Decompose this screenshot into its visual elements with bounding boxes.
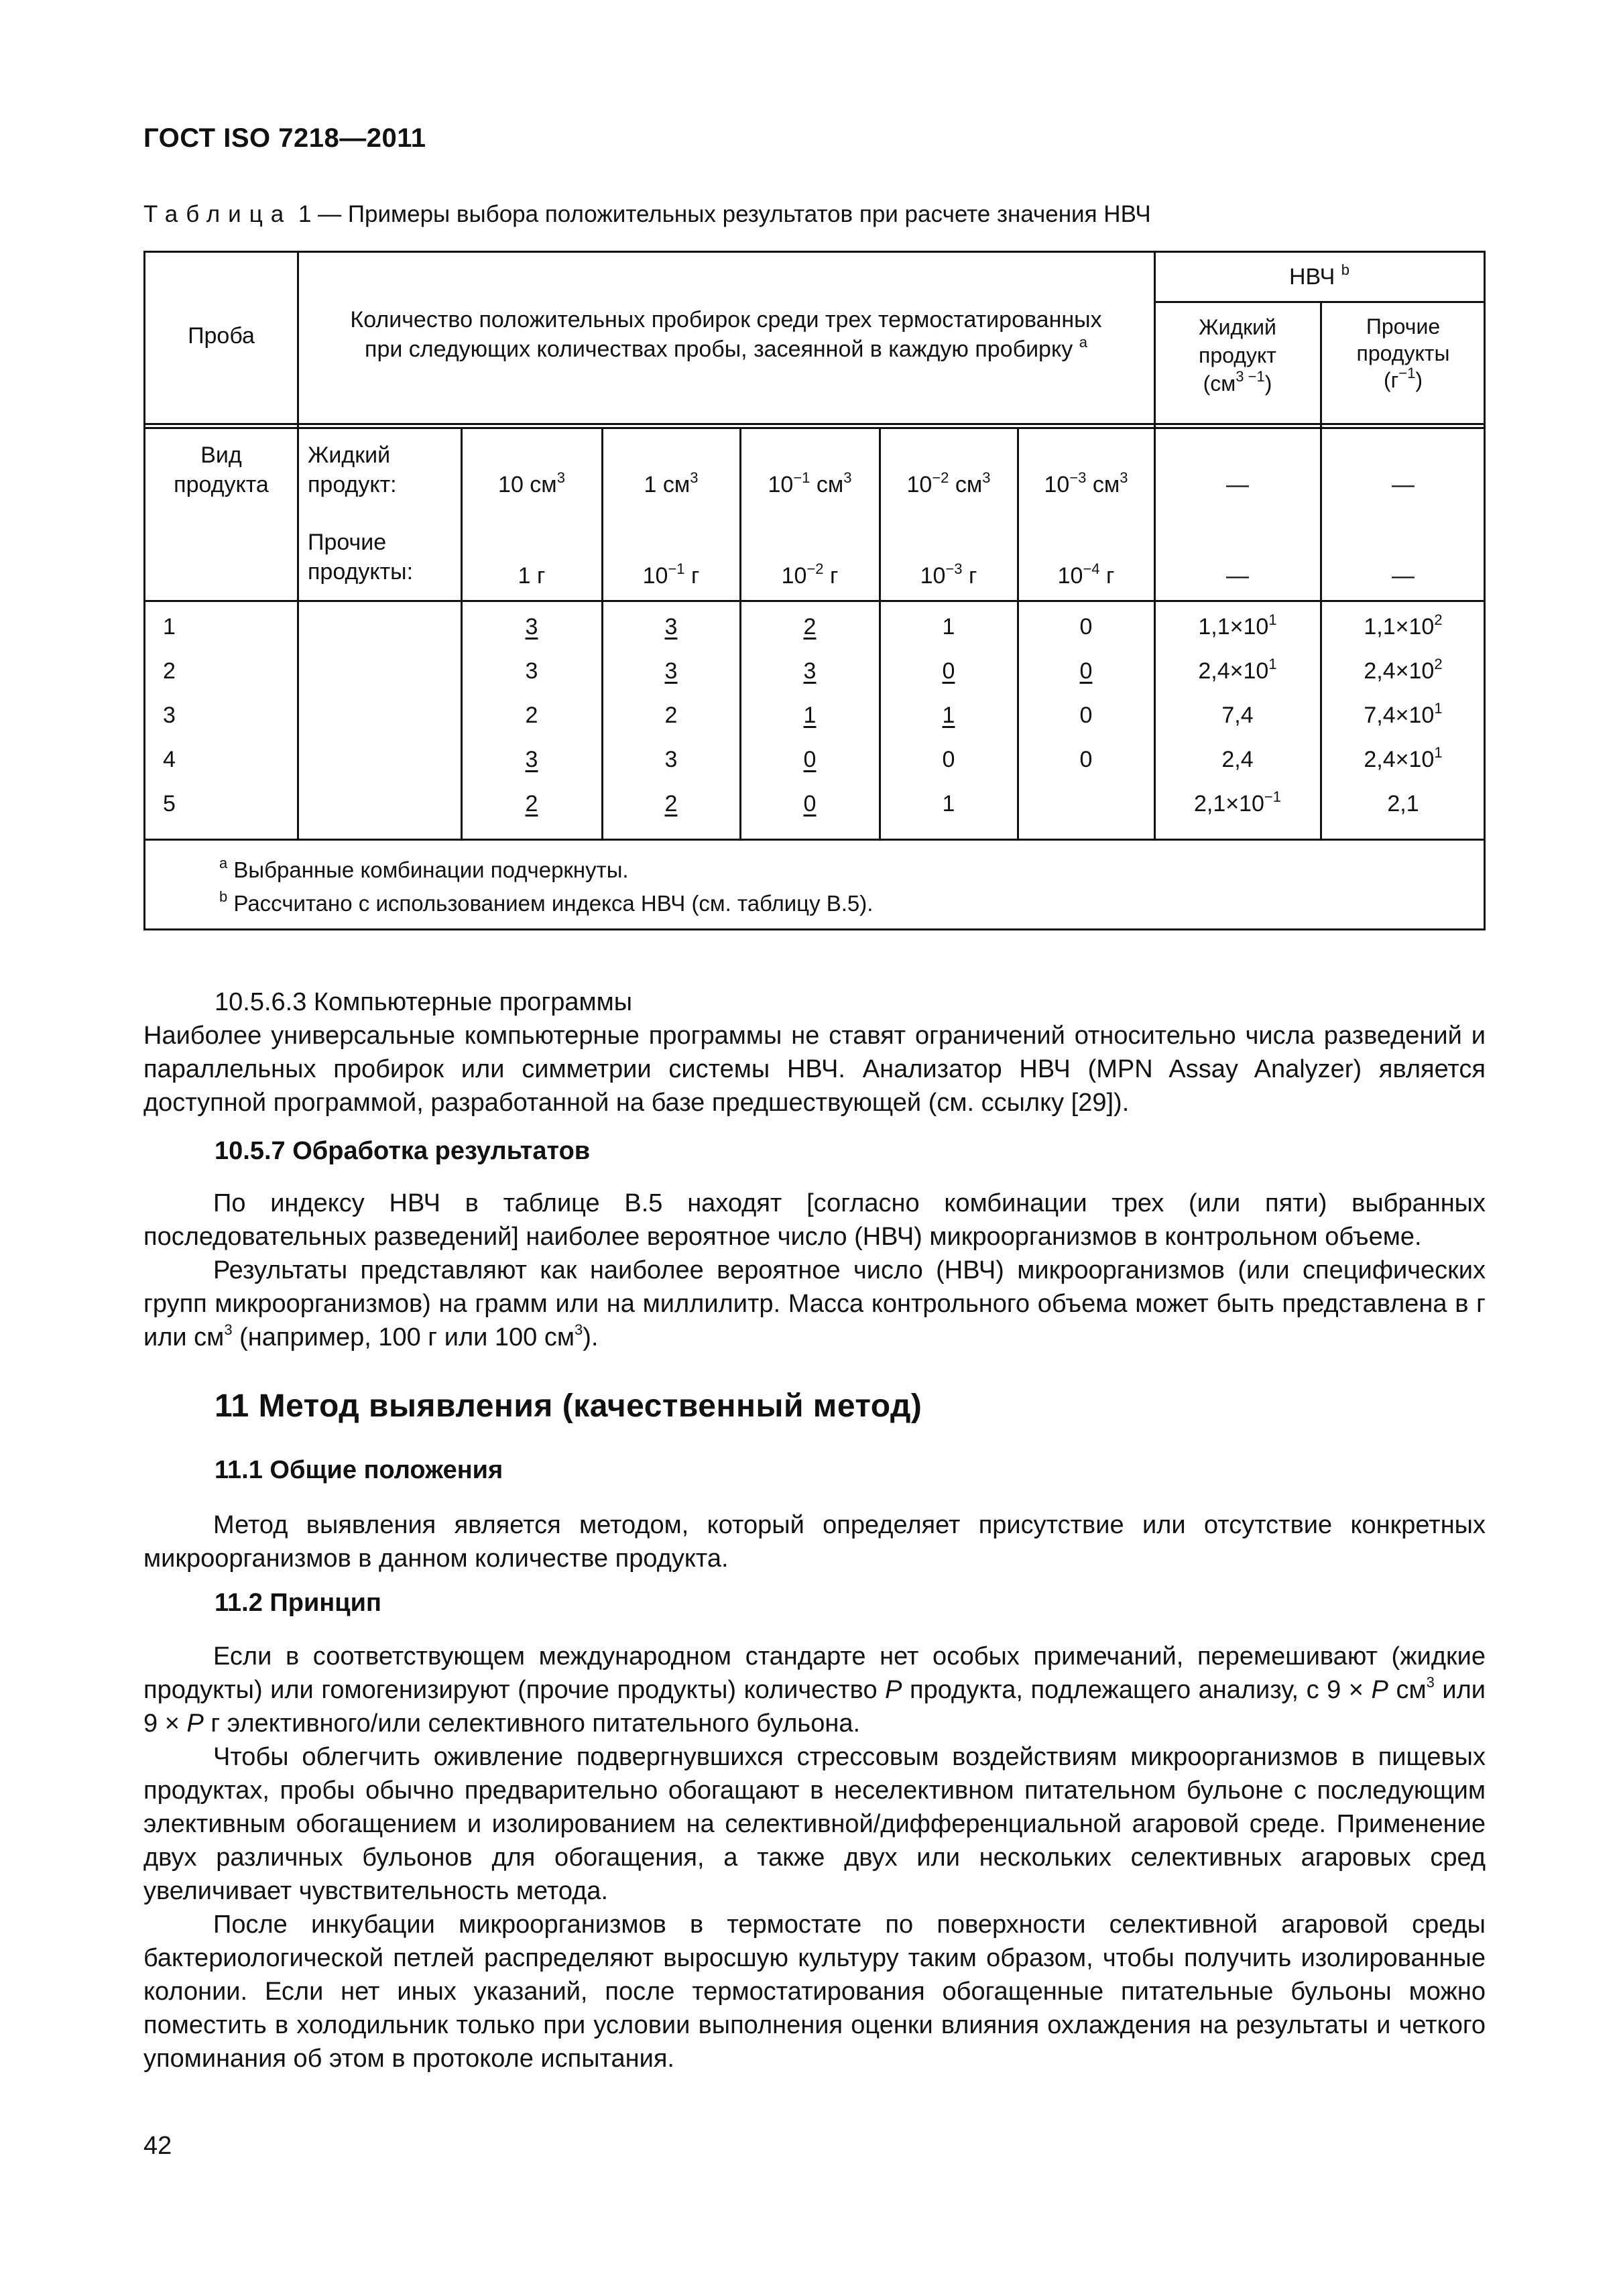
other-mpn-dash: — — [1392, 563, 1415, 589]
liquid-dilution — [462, 470, 601, 499]
liquid-mpn-mantissa: 2,1×10 — [1193, 791, 1264, 817]
footnote-b — [219, 888, 874, 916]
positive-tube-value: 2 — [664, 703, 678, 728]
liquid-dilution-unit: см — [949, 472, 983, 497]
positive-tube-count — [880, 789, 1017, 819]
positive-tube-count — [1018, 656, 1154, 686]
positive-tube-count — [741, 745, 879, 774]
positive-tube-count — [880, 656, 1017, 686]
liquid-product-label — [308, 440, 455, 499]
other-mpn-value — [1323, 745, 1484, 774]
positive-tube-count — [741, 789, 879, 819]
other-dilution — [741, 561, 879, 591]
footnote-a-text: Выбранные комбинации подчеркнуты. — [227, 857, 629, 882]
section-10-5-7-p2-a: Результаты представляют как наиболее вероятное число (НВЧ) микроорганизмов (или специфических групп микроорганизмов) на грамм или на миллилитр. Масса контрольного объема может быть представлена в г или см — [143, 1256, 1486, 1351]
liquid-dilution — [880, 470, 1017, 499]
header-other-line1: Прочие — [1366, 314, 1441, 339]
liquid-dilution-unit-exp: 3 — [982, 469, 991, 486]
positive-tube-value: 3 — [525, 747, 538, 772]
other-dilution-exp: −2 — [806, 560, 824, 577]
section-10-5-7-p1: По индексу НВЧ в таблице В.5 находят [согласно комбинации трех (или пяти) выбранных последовательных разведений] наиболее вероятное число (НВЧ) микроорганизмов в контрольном объеме. — [143, 1189, 1486, 1251]
mpn-table — [143, 251, 1486, 930]
other-mpn-mantissa: 2,1 — [1387, 791, 1419, 817]
liquid-dilution — [741, 470, 879, 499]
other-mpn-exp: 2 — [1434, 611, 1443, 628]
liquid-mpn-value — [1155, 789, 1320, 819]
header-mpn-sup: b — [1341, 261, 1350, 278]
section-11-2-p1-b: продукта, подлежащего анализу, с 9 × — [902, 1676, 1372, 1704]
liquid-dilution — [1018, 470, 1154, 499]
positive-tube-value: 2 — [803, 614, 817, 640]
product-type-label — [145, 440, 297, 499]
liquid-mpn-value — [1155, 612, 1320, 642]
header-other-sup: −1 — [1398, 365, 1416, 382]
liquid-mpn-exp: 1 — [1268, 611, 1277, 628]
other-mpn-value — [1323, 789, 1484, 819]
liquid-mpn-value — [1155, 701, 1320, 730]
header-other-line2: продукты — [1356, 341, 1450, 365]
variable-p: P — [186, 1709, 204, 1738]
other-dilution-unit: г — [823, 563, 839, 589]
section-10-5-7-p2-b: (например, 100 г или 100 см — [232, 1323, 575, 1351]
other-dilution-exp: −3 — [945, 560, 963, 577]
header-count-line1: Количество положительных пробирок среди трех термостатированных — [350, 307, 1102, 333]
positive-tube-count — [603, 612, 739, 642]
section-11-1-heading: 11.1 Общие положения — [215, 1456, 503, 1484]
section-10-5-6-3-text: Наиболее универсальные компьютерные программы не ставят ограничений относительно числа разведений и параллельных пробирок или симметрии системы НВЧ. Анализатор НВЧ (MPN Assay Analyzer) является доступной программой, разработанной на базе предшествующей (см. ссылку [29]). — [143, 1022, 1486, 1117]
positive-tube-value: 0 — [942, 747, 955, 772]
positive-tube-count — [603, 656, 739, 686]
header-mpn — [1155, 262, 1484, 292]
table-caption-text: 1 — Примеры выбора положительных результатов при расчете значения НВЧ — [292, 201, 1151, 227]
liquid-dilution-value: 10 — [1044, 472, 1070, 497]
other-dilution-value: 10 — [642, 563, 668, 589]
header-liquid-unit — [1155, 313, 1320, 398]
liquid-mpn-value — [1155, 656, 1320, 686]
section-10-5-7-p2 — [143, 1254, 1486, 1354]
positive-tube-value: 1 — [942, 703, 955, 728]
positive-tube-count — [462, 701, 601, 730]
liquid-dilution-unit-exp: 3 — [843, 469, 852, 486]
section-11-2-p1-c: см — [1388, 1676, 1427, 1704]
other-product-line1: Прочие — [308, 530, 387, 555]
liquid-dilution-exp: 3 — [556, 469, 565, 486]
positive-tube-count — [880, 701, 1017, 730]
positive-tube-value: 0 — [942, 658, 955, 684]
positive-tube-count — [462, 656, 601, 686]
section-10-5-7-p2-c: ). — [583, 1323, 599, 1351]
row-number: 2 — [163, 658, 176, 684]
liquid-dilution-value: 10 — [906, 472, 933, 497]
section-11-2-p1-a: Если в соответствующем международном стандарте нет особых примечаний, перемешивают (жидкие продукты) или гомогенизируют (прочие продукты) количество — [143, 1642, 1486, 1704]
other-dilution-value: 10 — [920, 563, 946, 589]
positive-tube-count — [1018, 701, 1154, 730]
liquid-dilution-exp: −3 — [1069, 469, 1087, 486]
header-count-description — [298, 305, 1154, 364]
section-10-5-7-p2-sup1: 3 — [224, 1321, 233, 1339]
other-mpn-value — [1323, 701, 1484, 730]
positive-tube-value: 3 — [525, 658, 538, 684]
other-mpn-exp: 1 — [1434, 699, 1443, 717]
section-11-2-heading: 11.2 Принцип — [215, 1589, 381, 1617]
positive-tube-count — [603, 745, 739, 774]
positive-tube-count — [880, 745, 1017, 774]
other-mpn-dash: — — [1392, 472, 1415, 497]
liquid-dilution-value: 1 см — [644, 472, 690, 497]
section-11-2-p3: После инкубации микроорганизмов в термостате по поверхности селективной агаровой среды бактериологической петлей распределяют выросшую культуру таким образом, чтобы получить изолированные колонии. Если нет иных указаний, после термостатирования обогащенные питательные бульоны можно поместить в холодильник только при условии выполнения оценки влияния охлаждения на результаты и четкого упоминания об этом в протоколе испытания. — [143, 1911, 1486, 2073]
header-liquid-line1: Жидкий — [1199, 315, 1276, 339]
liquid-dilution — [603, 470, 739, 499]
positive-tube-count — [603, 701, 739, 730]
positive-tube-value: 3 — [664, 658, 678, 684]
positive-tube-count — [741, 656, 879, 686]
table-caption — [143, 201, 1151, 228]
liquid-mpn-mantissa: 1,1×10 — [1198, 614, 1269, 640]
positive-tube-value: 2 — [664, 791, 678, 817]
section-11-heading: 11 Метод выявления (качественный метод) — [215, 1388, 922, 1424]
table-caption-label: Таблица — [143, 201, 292, 227]
header-liquid-line3: (см — [1203, 371, 1236, 396]
section-10-5-6-3-title: 10.5.6.3 Компьютерные программы — [215, 988, 633, 1016]
liquid-mpn-dash: — — [1226, 563, 1249, 589]
header-other-close: ) — [1415, 368, 1423, 392]
positive-tube-count — [1018, 612, 1154, 642]
header-other-unit — [1323, 313, 1484, 394]
liquid-product-line1: Жидкий — [308, 442, 391, 468]
positive-tube-value: 3 — [525, 614, 538, 640]
other-mpn-value — [1323, 656, 1484, 686]
header-sample: Проба — [188, 323, 255, 349]
product-type-line2: продукта — [174, 472, 269, 497]
other-dilution-unit: г — [1099, 563, 1115, 589]
section-11-2-p1-d: или 9 × — [143, 1676, 1486, 1738]
row-number: 3 — [163, 703, 176, 728]
footnote-a-mark: a — [219, 855, 228, 871]
other-dilution — [603, 561, 739, 591]
positive-tube-count — [880, 612, 1017, 642]
liquid-dilution-unit: см — [1086, 472, 1120, 497]
other-dilution-value: 10 — [781, 563, 807, 589]
variable-p: P — [885, 1676, 902, 1704]
positive-tube-count — [462, 745, 601, 774]
positive-tube-count — [741, 701, 879, 730]
other-product-label — [308, 528, 455, 587]
positive-tube-count — [741, 612, 879, 642]
row-number: 1 — [163, 614, 176, 640]
liquid-dilution-value: 10 см — [498, 472, 557, 497]
liquid-dilution-exp: −2 — [932, 469, 949, 486]
positive-tube-value: 3 — [664, 614, 678, 640]
liquid-product-line2: продукт: — [308, 472, 397, 497]
footnote-b-mark: b — [219, 888, 228, 905]
liquid-dilution-unit-exp: 3 — [1120, 469, 1128, 486]
section-10-5-7-p2-sup2: 3 — [574, 1321, 583, 1339]
positive-tube-count — [462, 612, 601, 642]
positive-tube-value: 1 — [942, 614, 955, 640]
page-number: 42 — [143, 2132, 172, 2160]
liquid-dilution-exp: −1 — [793, 469, 810, 486]
other-mpn-mantissa: 2,4×10 — [1364, 658, 1435, 684]
positive-tube-value: 2 — [525, 791, 538, 817]
other-product-line2: продукты: — [308, 559, 414, 585]
other-mpn-mantissa: 2,4×10 — [1364, 747, 1435, 772]
header-liquid-close: ) — [1264, 371, 1272, 396]
footnote-a — [219, 857, 629, 883]
row-number: 5 — [163, 791, 176, 817]
other-mpn-exp: 1 — [1434, 743, 1443, 761]
positive-tube-value: 3 — [664, 747, 678, 772]
header-mpn-label: НВЧ — [1288, 264, 1335, 290]
other-mpn-exp: 2 — [1434, 655, 1443, 672]
section-11-2-p1 — [143, 1640, 1486, 1740]
other-dilution — [1018, 561, 1154, 591]
positive-tube-value: 1 — [803, 703, 817, 728]
liquid-mpn-exp: 1 — [1268, 655, 1277, 672]
section-10-5-7-heading: 10.5.7 Обработка результатов — [215, 1137, 591, 1165]
variable-p: P — [1371, 1676, 1388, 1704]
document-header: ГОСТ ISO 7218—2011 — [143, 123, 426, 153]
section-11-1-text: Метод выявления является методом, который определяет присутствие или отсутствие конкретных микроорганизмов в данном количестве продукта. — [143, 1511, 1486, 1573]
other-dilution-unit: г — [962, 563, 977, 589]
liquid-dilution-unit: см — [810, 472, 844, 497]
header-liquid-sup: 3 −1 — [1236, 368, 1265, 385]
header-liquid-line2: продукт — [1199, 343, 1276, 367]
row-number: 4 — [163, 747, 176, 772]
section-11-2-p1-sup: 3 — [1426, 1674, 1435, 1691]
other-dilution-value: 1 г — [518, 563, 546, 589]
other-dilution — [880, 561, 1017, 591]
liquid-dilution-exp: 3 — [690, 469, 699, 486]
positive-tube-value: 1 — [942, 791, 955, 817]
section-11-2-p1-e: г элективного/или селективного питательного бульона. — [203, 1709, 861, 1738]
liquid-mpn-dash: — — [1226, 472, 1249, 497]
liquid-dilution-value: 10 — [768, 472, 794, 497]
positive-tube-value: 0 — [803, 791, 817, 817]
header-other-line3: (г — [1383, 368, 1399, 392]
liquid-mpn-exp: −1 — [1264, 788, 1282, 805]
other-mpn-value — [1323, 612, 1484, 642]
positive-tube-value: 0 — [1079, 614, 1093, 640]
other-dilution-exp: −1 — [668, 560, 685, 577]
positive-tube-count — [1018, 745, 1154, 774]
positive-tube-count — [603, 789, 739, 819]
liquid-mpn-mantissa: 2,4 — [1221, 747, 1254, 772]
other-mpn-mantissa: 1,1×10 — [1364, 614, 1435, 640]
positive-tube-value: 0 — [1079, 658, 1093, 684]
other-dilution-exp: −4 — [1083, 560, 1100, 577]
liquid-mpn-value — [1155, 745, 1320, 774]
header-count-sup: a — [1079, 333, 1087, 351]
positive-tube-count — [462, 789, 601, 819]
positive-tube-value: 3 — [803, 658, 817, 684]
other-dilution — [462, 561, 601, 591]
footnote-b-text: Рассчитано с использованием индекса НВЧ (см. таблицу В.5). — [227, 891, 874, 916]
other-dilution-unit: г — [684, 563, 700, 589]
positive-tube-value: 0 — [803, 747, 817, 772]
positive-tube-value: 2 — [525, 703, 538, 728]
positive-tube-value: 0 — [1079, 747, 1093, 772]
liquid-mpn-mantissa: 7,4 — [1221, 703, 1254, 728]
other-mpn-mantissa: 7,4×10 — [1364, 703, 1435, 728]
header-count-line2: при следующих количествах пробы, засеянной в каждую пробирку — [365, 337, 1073, 362]
other-dilution-value: 10 — [1057, 563, 1083, 589]
section-11-2-p2: Чтобы облегчить оживление подвергнувшихся стрессовым воздействиям микроорганизмов в пищевых продуктах, пробы обычно предварительно обогащают в неселективном питательном бульоне с последующим элективным обогащением и изолированием на селективной/дифференциальной агаровой среде. Применение двух различных бульонов для обогащения, а также двух или нескольких селективных агаровых сред увеличивает чувствительность метода. — [143, 1743, 1486, 1905]
liquid-mpn-mantissa: 2,4×10 — [1198, 658, 1269, 684]
product-type-line1: Вид — [200, 442, 242, 468]
positive-tube-value: 0 — [1079, 703, 1093, 728]
